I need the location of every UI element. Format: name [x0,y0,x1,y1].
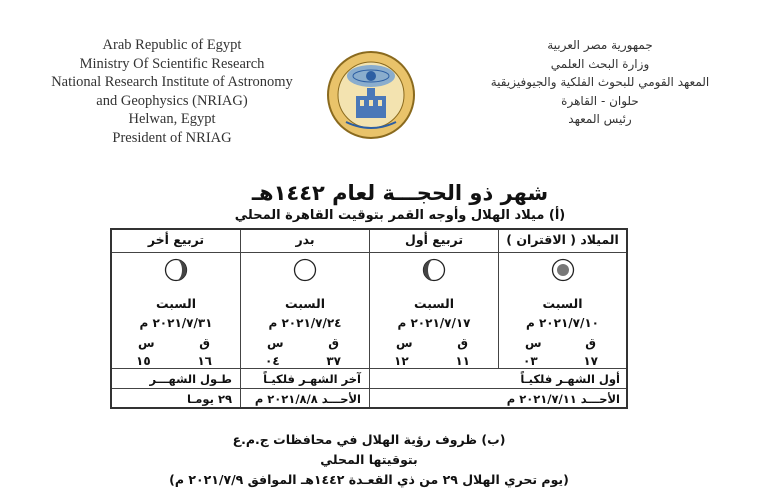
minute-label: ق [199,336,210,350]
section-b-heading: (ب) ظروف رؤية الهلال في محافظات ج.م.ع [232,432,506,447]
hour-label: س [138,336,155,350]
header-en-location: Helwan, Egypt [128,111,216,127]
month-length-value: ٢٩ يومـا [187,392,232,406]
phase-hour: ١٢ [394,354,409,368]
phase-first-quarter [370,230,498,368]
header-arabic [440,36,760,129]
minute-label: ق [328,336,339,350]
hour-label: س [525,336,542,350]
phase-last-quarter [112,230,240,368]
header-en-country: Arab Republic of Egypt [102,37,242,53]
phase-minute: ١٦ [197,354,212,368]
full-moon-icon [293,258,317,282]
minute-label: ق [457,336,468,350]
phase-date: ٢٠٢١/٧/٢٤ م [268,316,342,330]
phase-date: ٢٠٢١/٧/١٠ م [525,316,600,330]
section-a-heading: (أ) ميلاد الهلال وأوجه القمر بتوقيت القاهرة المحلي [234,208,566,223]
nriag-logo [326,36,416,154]
phase-heading: الميلاد ( الاقتران ) [506,232,619,247]
phase-heading: تربيع أخر [147,232,205,247]
phase-day: السبت [542,296,583,311]
header-en-president: President of NRIAG [112,129,232,146]
page-title: شهر ذو الحجـــة لعام ١٤٤٢هـ [251,181,549,205]
last-day-label: آخر الشهـر فلكيـاً [263,372,361,386]
phase-date: ٢٠٢١/٧/١٧ م [397,316,471,330]
phase-full-moon [241,230,369,368]
phase-hour: ٠٣ [523,354,538,368]
header-ar-president: رئيس المعهد [568,112,632,126]
header-en-ministry: Ministry Of Scientific Research [79,55,265,72]
section-b-observation-day: (يوم تحري الهلال ٢٩ من ذي القعـدة ١٤٤٢هـ الموافق ٢٠٢١/٧/٩ م) [169,472,569,487]
last-quarter-moon-icon [164,258,188,282]
footer-divider-1 [240,368,241,407]
first-quarter-moon-icon [422,258,446,282]
phase-day: السبت [284,296,326,311]
first-day-label: أول الشهـر فلكيـاً [520,372,620,386]
phase-heading: بدر [295,232,315,247]
phase-hour: ٠٤ [265,354,280,368]
phase-heading: تربيع أول [404,232,464,247]
month-length-label: طـول الشهـــر [149,372,232,386]
hour-label: س [396,336,413,350]
phase-minute: ١١ [455,354,470,368]
phase-minute: ٣٧ [326,354,341,368]
header-en-institute-abbr: and Geophysics (NRIAG) [96,92,248,109]
hour-label: س [267,336,284,350]
header-ar-institute: المعهد القومي للبحوث الفلكية والجيوفيزيقية [490,75,710,89]
section-b-subheading: بتوقيتها المحلي [320,452,418,467]
phase-minute: ١٧ [583,354,598,368]
header-english [0,36,344,147]
moon-phases-table [110,228,628,409]
header-ar-ministry: وزارة البحث العلمي [550,56,650,71]
phase-day: السبت [413,296,455,311]
phase-hour: ١٥ [136,354,151,368]
new-moon-icon [551,258,575,282]
first-day-value: الأحـــد ٢٠٢١/٧/١١ م [506,392,620,406]
last-day-value: الأحـــد ٢٠٢١/٨/٨ م [254,392,361,406]
header-en-institute: National Research Institute of Astronomy [51,74,293,90]
header-ar-location: حلوان - القاهرة [561,93,639,108]
phase-date: ٢٠٢١/٧/٣١ م [139,316,213,330]
phase-new-moon [499,230,626,368]
phase-day: السبت [155,296,197,311]
minute-label: ق [585,336,596,350]
header-ar-country: جمهورية مصر العربية [547,38,653,52]
